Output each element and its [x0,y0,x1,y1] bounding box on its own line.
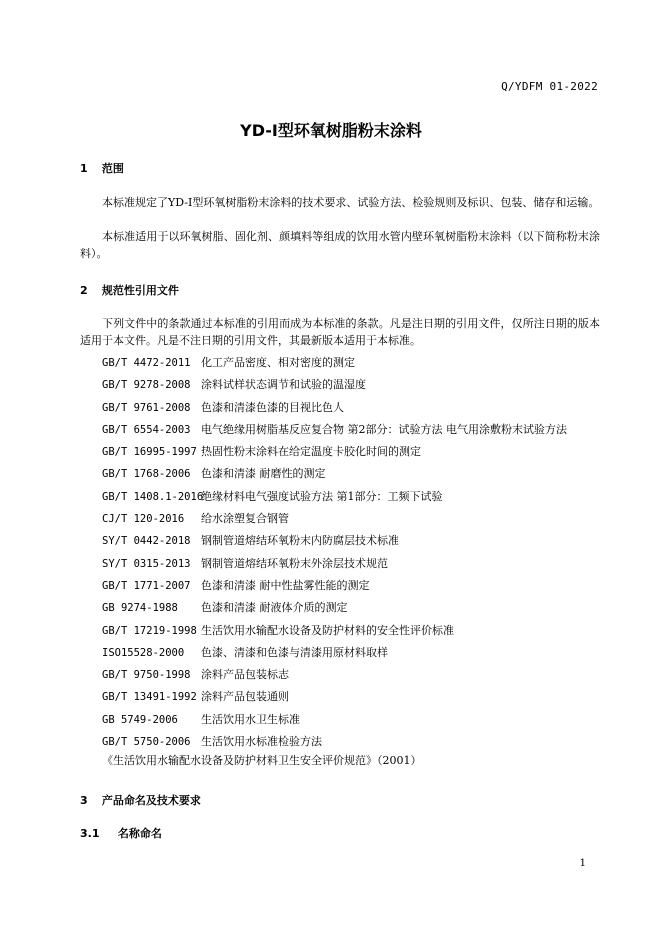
section-number: 3 [80,794,88,807]
reference-title: 钢制管道熔结环氧粉末外涂层技术规范 [201,556,388,570]
references-intro-paragraph: 下列文件中的条款通过本标准的引用而成为本标准的条款。凡是注日期的引用文件，仅所注日期的版本适用于本文件。凡是不注日期的引用文件，其最新版本适用于本标准。 [80,317,600,347]
reference-title: 生活饮用水输配水设备及防护材料的安全性评价标准 [201,623,454,637]
reference-item [102,419,567,441]
reference-title: 涂料产品包装通则 [201,690,289,704]
reference-code: ISO15528-2000 [102,646,185,659]
reference-item [102,352,567,374]
reference-item [102,486,567,508]
reference-item [102,441,567,463]
reference-code: GB/T 17219-1998 [102,624,197,637]
reference-item [102,374,567,396]
section-number: 1 [80,162,88,175]
reference-code: GB/T 13491-1992 [102,691,197,704]
document-title: YD-Ⅰ型环氧树脂粉末涂料 [240,121,422,140]
reference-title: 涂料产品包装标志 [201,668,289,682]
reference-code: GB/T 16995-1997 [102,446,197,459]
reference-item [102,709,567,731]
reference-code: CJ/T 120-2016 [102,513,185,526]
reference-item [102,664,567,686]
reference-code: GB/T 9278-2008 [102,379,191,392]
reference-item [102,642,567,664]
reference-title: 色漆和清漆 耐中性盐雾性能的测定 [201,578,370,592]
section-heading-references [80,282,179,298]
reference-item [102,597,567,619]
reference-title: 涂料试样状态调节和试验的温湿度 [201,378,366,392]
reference-code: GB/T 9761-2008 [102,401,191,414]
reference-code: GB 5749-2006 [102,713,178,726]
reference-item [102,530,567,552]
reference-list [102,352,567,753]
reference-item [102,463,567,485]
scope-paragraph-2: 本标准适用于以环氧树脂、固化剂、颜填料等组成的饮用水管内壁环氧树脂粉末涂料（以下简称粉末涂料）。 [80,230,600,260]
reference-code: GB/T 5750-2006 [102,736,191,749]
reference-title: 色漆和清漆 耐磨性的测定 [201,467,326,481]
reference-item [102,686,567,708]
reference-item [102,731,567,753]
section-title: 范围 [101,162,124,175]
section-title: 名称命名 [117,827,162,840]
reference-code: SY/T 0442-2018 [102,535,191,548]
reference-title: 化工产品密度、相对密度的测定 [201,356,355,369]
reference-code: GB 9274-1988 [102,602,178,615]
reference-title: 热固性粉末涂料在给定温度卡胶化时间的测定 [201,445,421,459]
scope-paragraph-1: 本标准规定了YD-Ⅰ型环氧树脂粉末涂料的技术要求、试验方法、检验规则及标识、包装、储存和运输。 [102,196,600,209]
reference-code: GB/T 4472-2011 [102,357,191,369]
reference-code: GB/T 1768-2006 [102,468,191,481]
reference-title: 生活饮用水卫生标准 [201,712,300,726]
subsection-heading-naming [80,825,162,841]
document-number: Q/YDFM 01-2022 [501,80,598,93]
reference-title: 给水涂塑复合钢管 [201,512,289,526]
reference-code: GB/T 1408.1-2016 [102,490,204,503]
section-number: 3.1 [80,827,100,840]
reference-title: 生活饮用水标准检验方法 [201,735,322,749]
reference-code: SY/T 0315-2013 [102,557,191,570]
reference-code: GB/T 1771-2007 [102,579,191,592]
reference-title: 钢制管道熔结环氧粉末内防腐层技术标准 [201,534,399,548]
section-title: 产品命名及技术要求 [101,794,201,807]
reference-item [102,620,567,642]
page-number: 1 [579,858,586,869]
section-heading-product [80,792,201,808]
reference-title: 绝缘材料电气强度试验方法 第1部分：工频下试验 [201,489,443,503]
reference-item [102,397,567,419]
section-heading-scope [80,160,124,176]
reference-title: 色漆、清漆和色漆与清漆用原材料取样 [201,645,388,659]
reference-title: 色漆和清漆 耐液体介质的测定 [201,601,348,615]
reference-title: 电气绝缘用树脂基反应复合物 第2部分：试验方法 电气用涂敷粉末试验方法 [201,422,567,436]
reference-title: 色漆和清漆色漆的目视比色人 [201,400,344,414]
section-number: 2 [80,284,88,297]
reference-code: GB/T 6554-2003 [102,423,191,436]
reference-item [102,553,567,575]
extra-reference: 《生活饮用水输配水设备及防护材料卫生安全评价规范》（2001） [102,754,422,767]
reference-code: GB/T 9750-1998 [102,669,191,682]
reference-item [102,508,567,530]
section-title: 规范性引用文件 [101,284,179,297]
reference-item [102,575,567,597]
